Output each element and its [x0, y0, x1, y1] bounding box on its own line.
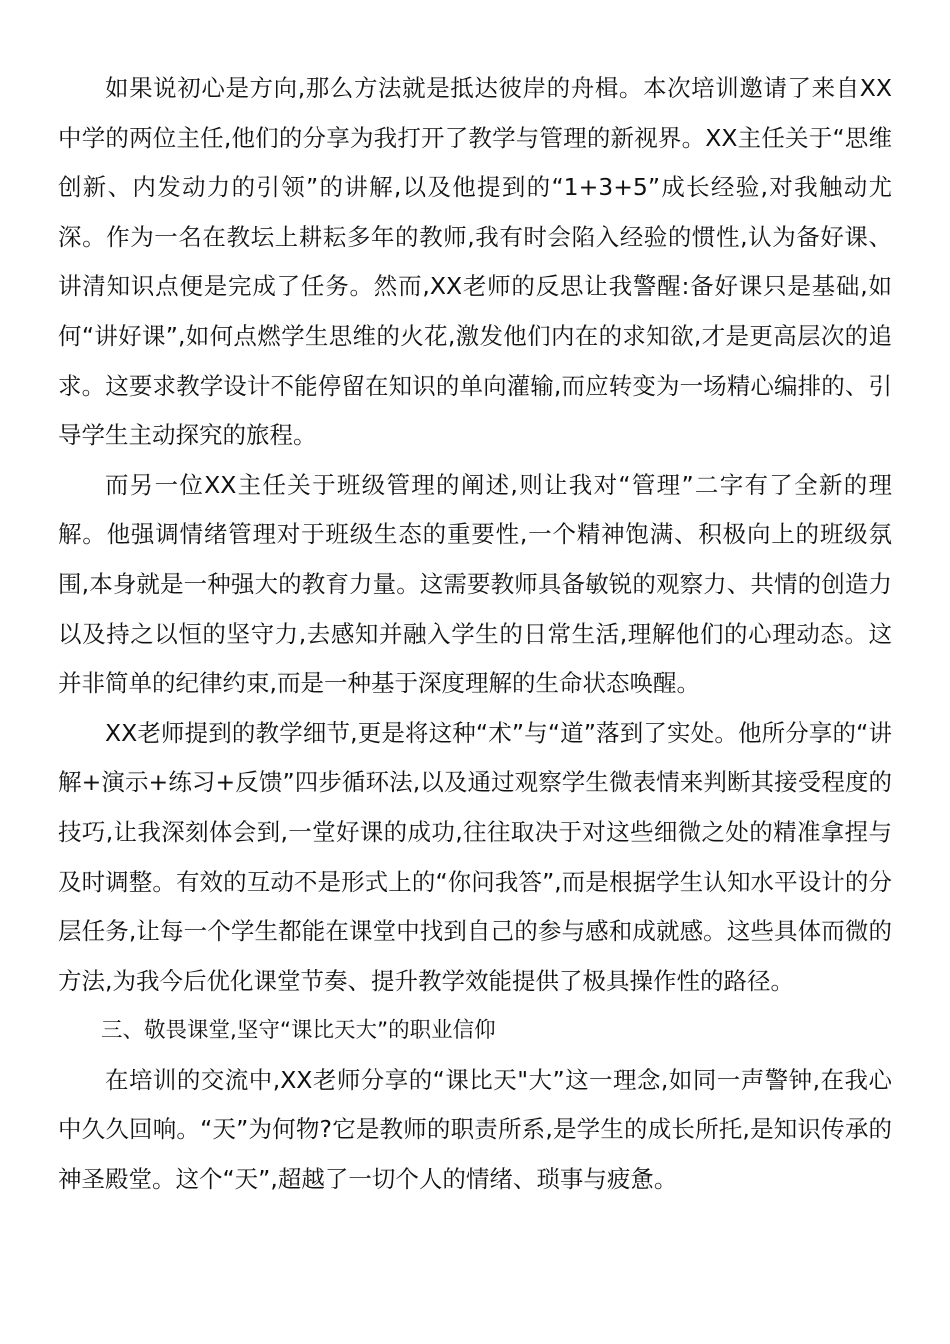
- paragraph-teaching-details: XX老师提到的教学细节,更是将这种“术”与“道”落到了实处。他所分享的“讲解+演示+练习+反馈”四步循环法,以及通过观察学生微表情来判断其接受程度的技巧,让我深刻体会到,一堂好课的成功,往往取决于对这些细微之处的精准拿捏与及时调整。有效的互动不是形式上的“你问我答”,而是根据学生认知水平设计的分层任务,让每一个学生都能在课堂中找到自己的参与感和成就感。这些具体而微的方法,为我今后优化课堂节奏、提升教学效能提供了极具操作性的路径。: [58, 718, 892, 995]
- paragraph-class-bigger-than-sky: 在培训的交流中,XX老师分享的“课比天"大”这一理念,如同一声警钟,在我心中久久回响。“天”为何物?它是教师的职责所系,是学生的成长所托,是知识传承的神圣殿堂。这个“天”,超越了一切个人的情绪、琐事与疲惫。: [58, 1065, 892, 1194]
- paragraph-methods: 如果说初心是方向,那么方法就是抵达彼岸的舟楫。本次培训邀请了来自XX中学的两位主任,他们的分享为我打开了教学与管理的新视界。XX主任关于“思维创新、内发动力的引领”的讲解,以及他提到的“1+3+5”成长经验,对我触动尤深。作为一名在教坛上耕耘多年的教师,我有时会陷入经验的惯性,认为备好课、讲清知识点便是完成了任务。然而,XX老师的反思让我警醒:备好课只是基础,如何“讲好课”,如何点燃学生思维的火花,激发他们内在的求知欲,才是更高层次的追求。这要求教学设计不能停留在知识的单向灌输,而应转变为一场精心编排的、引导学生主动探究的旅程。: [58, 74, 892, 450]
- section-heading: 三、敬畏课堂,坚守“课比天大”的职业信仰: [101, 1018, 496, 1044]
- document-page: [58, 64, 892, 1205]
- paragraph-class-management: 而另一位XX主任关于班级管理的阐述,则让我对“管理”二字有了全新的理解。他强调情绪管理对于班级生态的重要性,一个精神饱满、积极向上的班级氛围,本身就是一种强大的教育力量。这需要教师具备敏锐的观察力、共情的创造力以及持之以恒的坚守力,去感知并融入学生的日常生活,理解他们的心理动态。这并非简单的纪律约束,而是一种基于深度理解的生命状态唤醒。: [58, 470, 892, 698]
